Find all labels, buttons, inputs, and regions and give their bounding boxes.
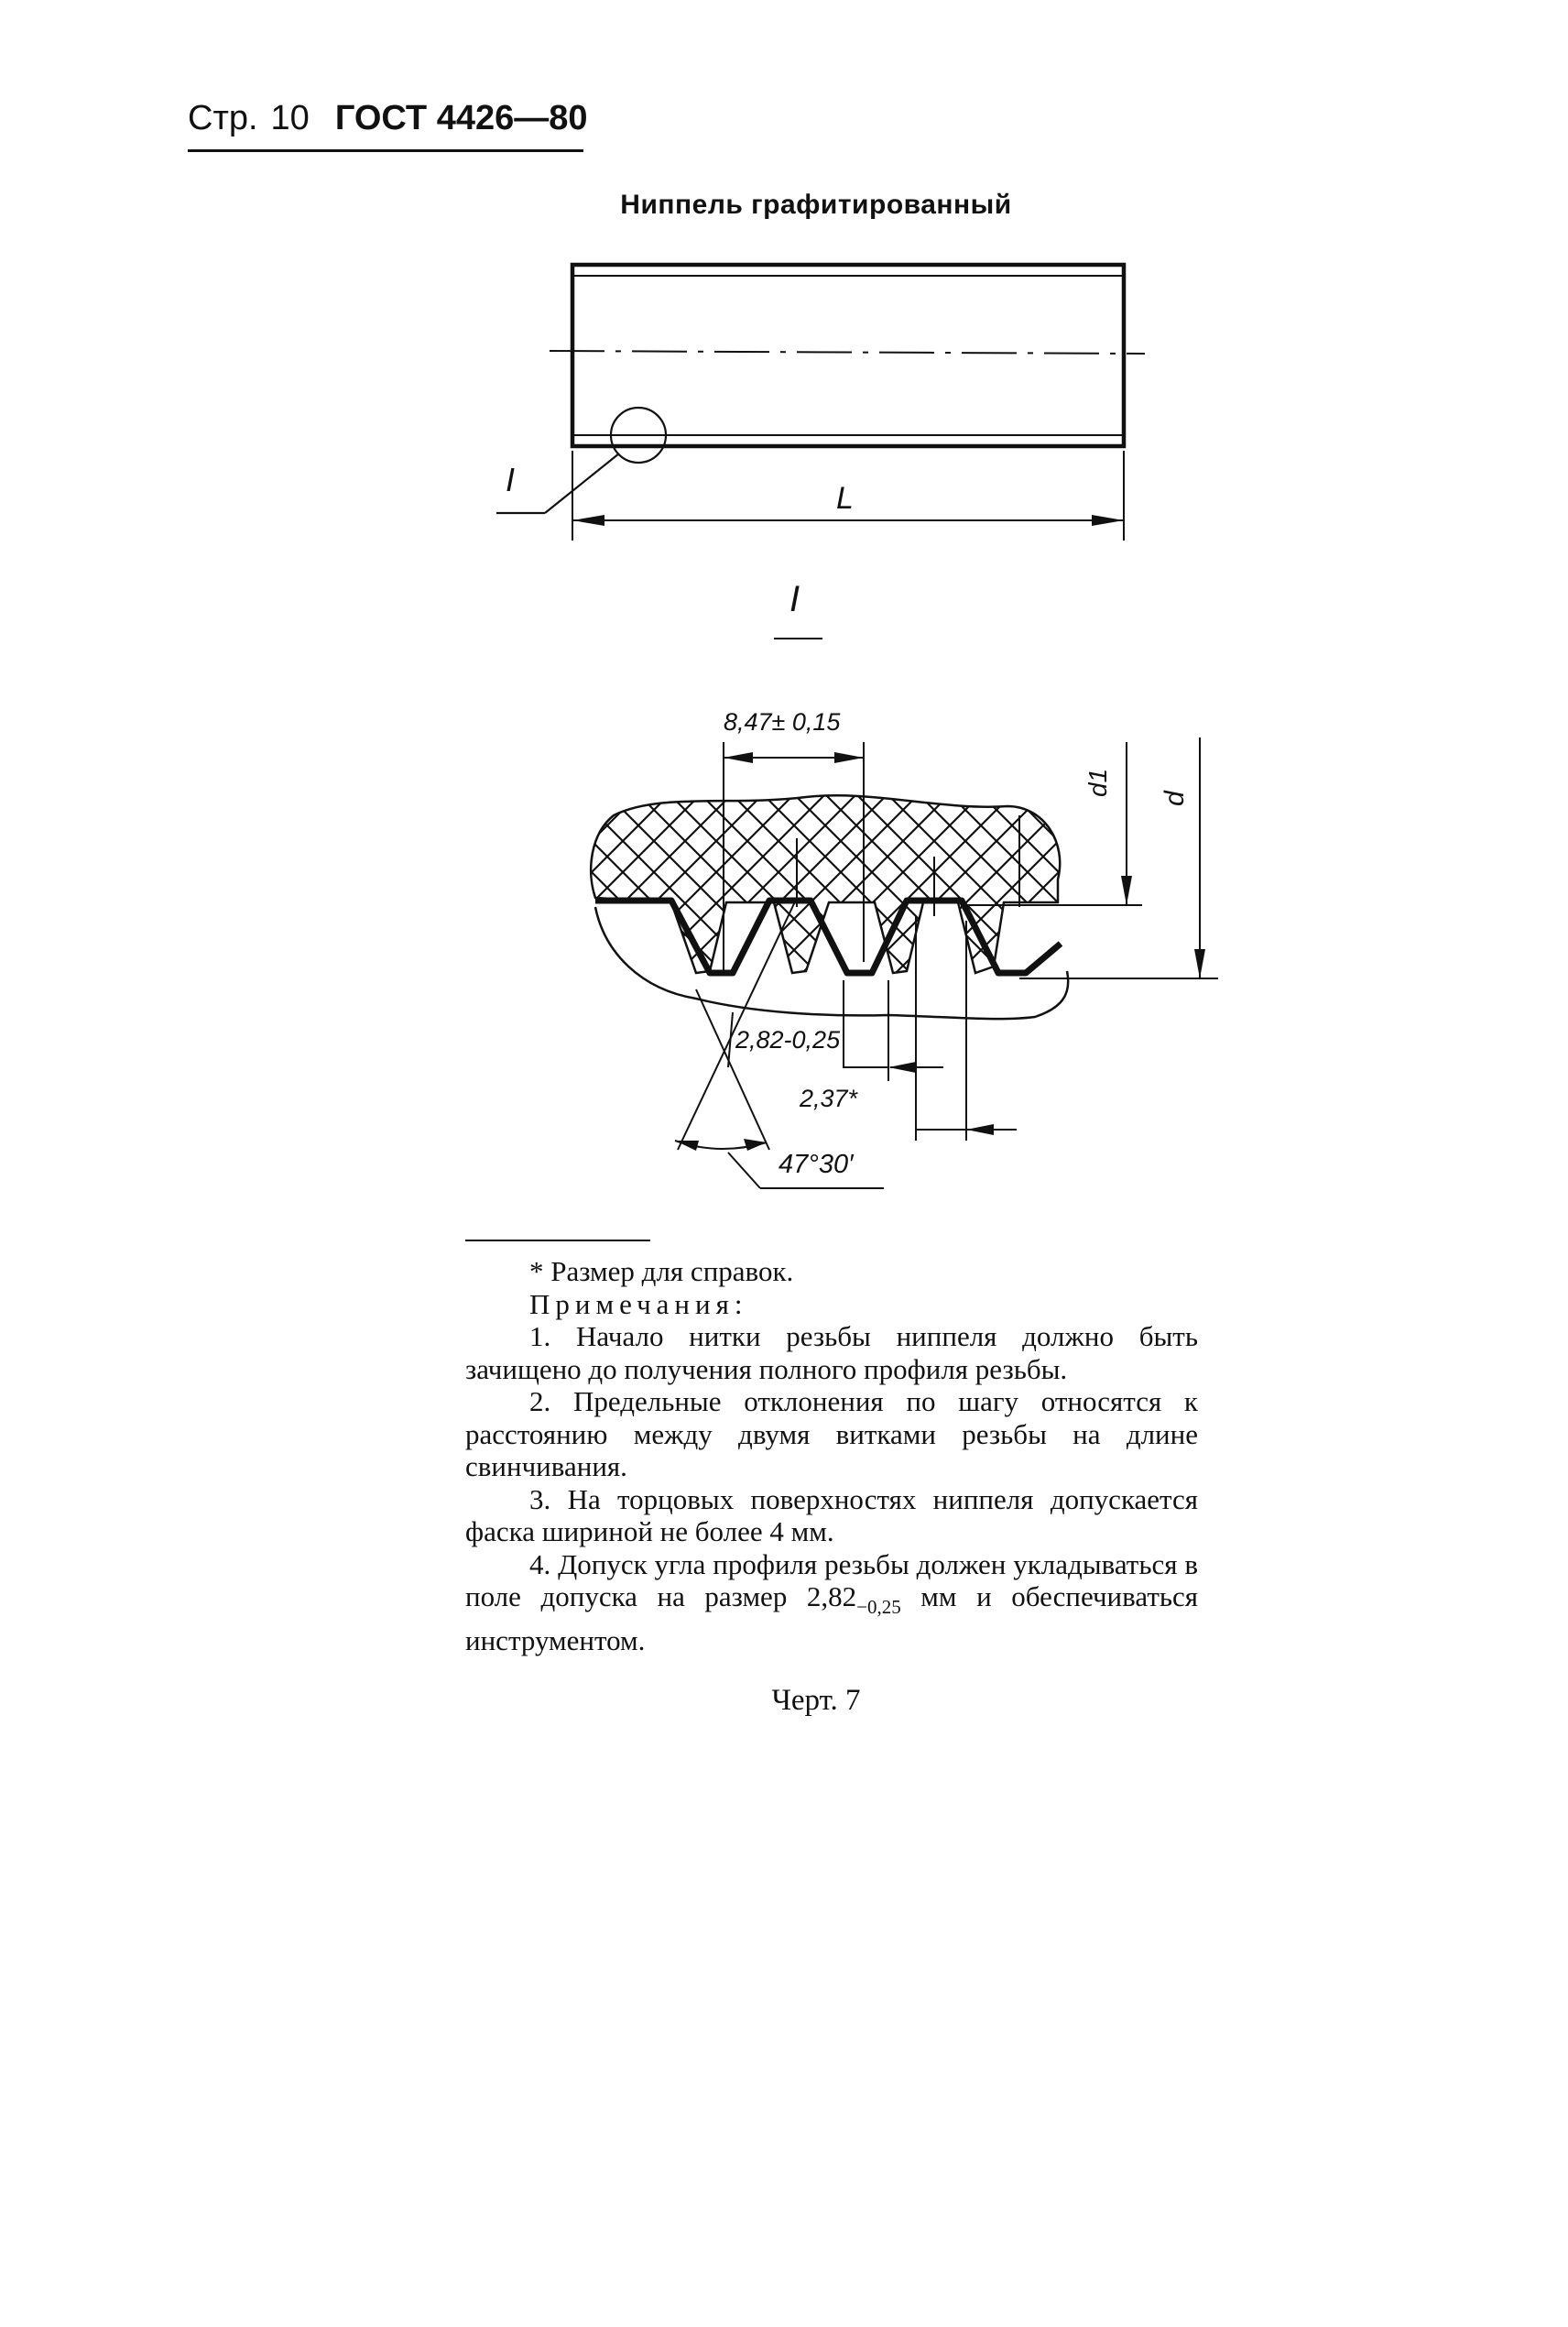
drawing-caption: Черт. 7 <box>771 1684 861 1717</box>
note-item: 3. На торцовых поверхностях ниппеля допускается фаска шириной не более 4 мм. <box>465 1482 1198 1547</box>
page-label: Стр. <box>188 99 258 137</box>
nipple-side-view <box>550 265 1145 446</box>
figure-title: Ниппель графитированный <box>620 190 1012 220</box>
thread-detail <box>591 795 1068 1019</box>
note-item: 1. Начало нитки резьбы ниппеля должно быть зачищено до получения полного профиля резьбы. <box>465 1320 1198 1385</box>
standard-number: ГОСТ 4426—80 <box>334 99 588 137</box>
length-label: L <box>836 481 854 516</box>
notes-heading: Примечания: <box>529 1287 748 1320</box>
dim-pitch: 8,47± 0,15 <box>724 708 841 736</box>
dim-profile-width: 2,82-0,25 <box>735 1026 841 1054</box>
detail-callout-circle <box>496 408 666 513</box>
dim-angle: 47°30′ <box>779 1150 854 1179</box>
notes-block <box>465 1255 1198 1656</box>
footnote: * Размер для справок. <box>529 1255 794 1287</box>
note-item: 2. Предельные отклонения по шагу относятся к расстоянию между двумя витками резьбы на длине свинчивания. <box>465 1385 1198 1482</box>
dim-d: d <box>1160 791 1190 806</box>
page-number: 10 <box>270 99 310 137</box>
detail-callout-label: I <box>506 461 516 498</box>
dim-reference: 2,37* <box>800 1085 858 1112</box>
profile-dimensions <box>728 980 1017 1135</box>
note-item-4-tolerance: −0,25 <box>856 1596 901 1618</box>
detail-title-label: I <box>789 579 800 619</box>
note-item-4-text: 4. Допуск угла профиля резьбы должен укладываться в поле допуска на размер <box>465 1547 1198 1612</box>
note-item-4-size: 2,82 <box>806 1580 857 1612</box>
note-item-4 <box>465 1548 1198 1657</box>
note-item-4-tail: мм и обеспечиваться инструментом. <box>465 1580 1199 1656</box>
footnote-rule <box>465 1240 650 1241</box>
dim-d1: d1 <box>1083 768 1112 797</box>
